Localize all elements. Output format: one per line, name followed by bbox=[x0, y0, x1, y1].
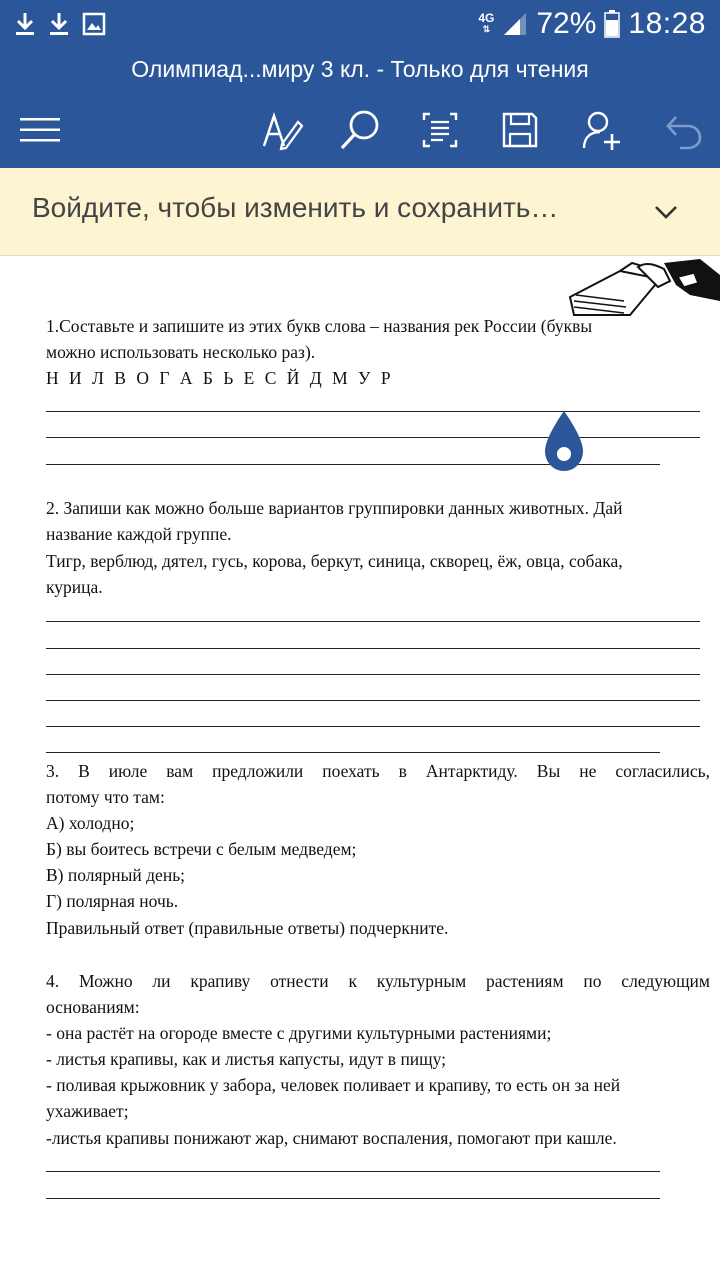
search-icon bbox=[338, 108, 382, 152]
answer-line bbox=[46, 674, 700, 675]
question-1-letters: Н И Л В О Г А Б Ь Е С Й Д М У Р bbox=[46, 368, 394, 388]
download-icon bbox=[48, 11, 70, 37]
question-2-line-2: название каждой группе. bbox=[46, 524, 232, 544]
question-3-option-a: А) холодно; bbox=[46, 813, 135, 833]
notification-icons bbox=[14, 10, 106, 38]
question-2-line-1: 2. Запиши как можно больше вариантов группировки данных животных. Дай bbox=[46, 498, 623, 518]
undo-button[interactable] bbox=[658, 106, 706, 154]
signal-icon bbox=[502, 11, 528, 37]
download-icon bbox=[14, 11, 36, 37]
share-button[interactable] bbox=[578, 106, 626, 154]
cursor-handle-icon[interactable] bbox=[543, 409, 585, 473]
question-4-bullet-1: - она растёт на огороде вместе с другими культурными растениями; bbox=[46, 1023, 552, 1043]
save-icon bbox=[500, 110, 540, 150]
answer-line bbox=[46, 648, 700, 649]
reading-view-icon bbox=[420, 110, 460, 150]
answer-line bbox=[46, 1198, 660, 1199]
question-4-line-1: 4. Можно ли крапиву отнести к культурным растениям по следующим bbox=[46, 971, 710, 991]
menu-button[interactable] bbox=[16, 106, 64, 154]
question-4-line-2: основаниям: bbox=[46, 997, 140, 1017]
undo-icon bbox=[662, 110, 702, 150]
sign-in-banner-text: Войдите, чтобы изменить и сохранить… bbox=[32, 192, 559, 223]
edit-icon bbox=[260, 108, 304, 152]
battery-icon bbox=[604, 10, 620, 38]
answer-line bbox=[46, 700, 700, 701]
answer-line bbox=[46, 1171, 660, 1172]
save-button[interactable] bbox=[496, 106, 544, 154]
battery-percent: 72% bbox=[536, 7, 597, 40]
reading-view-button[interactable] bbox=[416, 106, 464, 154]
question-3-line-2: потому что там: bbox=[46, 787, 165, 807]
document-page[interactable] bbox=[0, 257, 720, 1280]
clock: 18:28 bbox=[628, 7, 706, 40]
document-title: Олимпиад...миру 3 кл. - Только для чтения bbox=[131, 56, 589, 82]
question-3-note: Правильный ответ (правильные ответы) подчеркните. bbox=[46, 918, 449, 938]
question-4-bullet-2: - листья крапивы, как и листья капусты, идут в пищу; bbox=[46, 1049, 447, 1069]
question-1-line-2: можно использовать несколько раз). bbox=[46, 342, 316, 362]
answer-line bbox=[46, 437, 700, 438]
question-4-bullet-3-line-1: - поливая крыжовник у забора, человек поливает и крапиву, то есть он за ней bbox=[46, 1075, 621, 1095]
question-2-line-3: Тигр, верблюд, дятел, гусь, корова, беркут, синица, скворец, ёж, овца, собака, bbox=[46, 551, 623, 571]
edit-button[interactable] bbox=[258, 106, 306, 154]
app-bar bbox=[0, 48, 720, 168]
search-button[interactable] bbox=[336, 106, 384, 154]
question-4-bullet-4: -листья крапивы понижают жар, снимают воспаления, помогают при кашле. bbox=[46, 1128, 617, 1148]
question-3-option-d: Г) полярная ночь. bbox=[46, 891, 179, 911]
status-bar bbox=[0, 0, 720, 48]
share-icon bbox=[580, 108, 624, 152]
network-type: 4G ⇅ bbox=[478, 11, 495, 34]
answer-line bbox=[46, 621, 700, 622]
answer-line bbox=[46, 726, 700, 727]
question-3-option-c: В) полярный день; bbox=[46, 865, 186, 885]
chevron-down-icon[interactable] bbox=[650, 196, 682, 228]
answer-line bbox=[46, 752, 660, 753]
image-icon bbox=[82, 12, 106, 36]
question-1-line-1: 1.Составьте и запишите из этих букв слова – названия рек России (буквы bbox=[46, 316, 593, 336]
question-3-option-b: Б) вы боитесь встречи с белым медведем; bbox=[46, 839, 357, 859]
sign-in-banner[interactable] bbox=[0, 168, 720, 256]
question-4-bullet-3-line-2: ухаживает; bbox=[46, 1101, 129, 1121]
answer-line bbox=[46, 411, 700, 412]
question-3-line-1: 3. В июле вам предложили поехать в Антарктиду. Вы не согласились, bbox=[46, 761, 710, 781]
book-clipart-icon bbox=[560, 257, 720, 319]
menu-icon bbox=[18, 115, 62, 145]
question-2-line-4: курица. bbox=[46, 577, 103, 597]
